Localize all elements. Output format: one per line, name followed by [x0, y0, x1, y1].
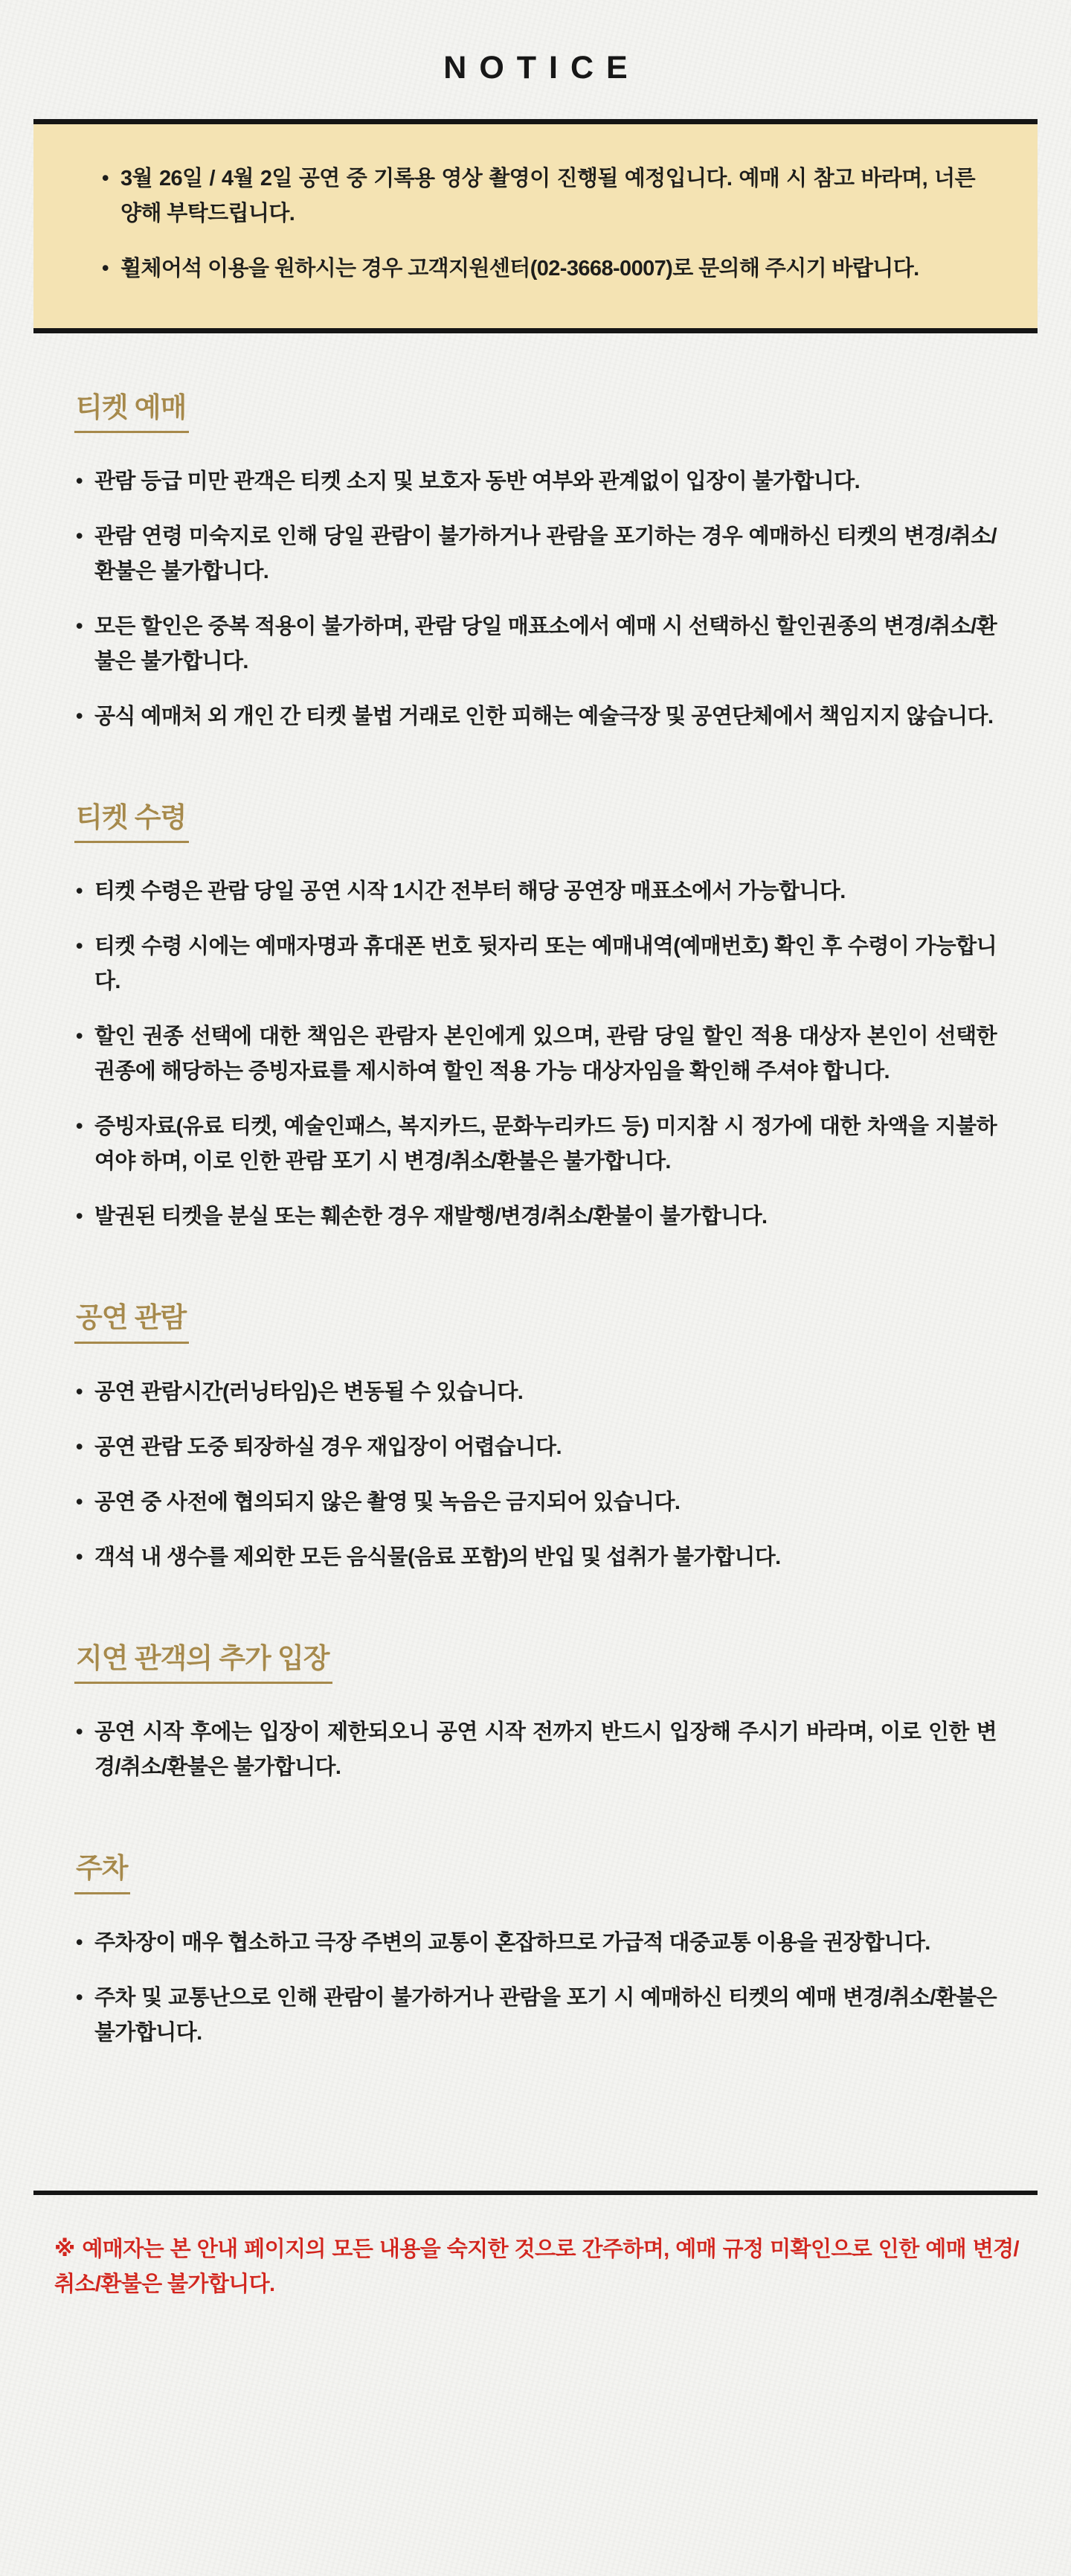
- highlight-notice-box: [33, 119, 1038, 333]
- footer-warning-note: ※ 예매자는 본 안내 페이지의 모든 내용을 숙지한 것으로 간주하며, 예매 규정 미확인으로 인한 예매 변경/취소/환불은 불가합니다.: [54, 2237, 1019, 2296]
- footer-divider: [33, 2191, 1038, 2195]
- list-item: • 티켓 수령 시에는 예매자명과 휴대폰 번호 뒷자리 또는 예매내역(예매번호) 확인 후 수령이 가능합니다.: [74, 929, 997, 999]
- section-ticket-pickup: [74, 801, 997, 1234]
- section-parking: [74, 1852, 997, 2050]
- list-item: • 공식 예매처 외 개인 간 티켓 불법 거래로 인한 피해는 예술극장 및 공연단체에서 책임지지 않습니다.: [74, 699, 997, 734]
- list-item: • 주차장이 매우 협소하고 극장 주변의 교통이 혼잡하므로 가급적 대중교통 이용을 권장합니다.: [74, 1926, 997, 1961]
- section-ticket-booking: [74, 391, 997, 734]
- list-item: • 객석 내 생수를 제외한 모든 음식물(음료 포함)의 반입 및 섭취가 불가합니다.: [74, 1540, 997, 1575]
- list-item: • 휠체어석 이용을 원하시는 경우 고객지원센터(02-3668-0007)로 문의해 주시기 바랍니다.: [100, 251, 975, 286]
- list-item: • 3월 26일 / 4월 2일 공연 중 기록용 영상 촬영이 진행될 예정입니다. 예매 시 참고 바라며, 너른 양해 부탁드립니다.: [100, 161, 975, 231]
- section-title: 지연 관객의 추가 입장: [74, 1642, 332, 1684]
- list-item: • 모든 할인은 중복 적용이 불가하며, 관람 당일 매표소에서 예매 시 선택하신 할인권종의 변경/취소/환불은 불가합니다.: [74, 609, 997, 679]
- highlight-notice-list: [100, 161, 975, 286]
- list-item: • 증빙자료(유료 티켓, 예술인패스, 복지카드, 문화누리카드 등) 미지참 시 정가에 대한 차액을 지불하여야 하며, 이로 인한 관람 포기 시 변경/취소/환불은 불가합니다.: [74, 1109, 997, 1179]
- list-item: • 공연 관람 도중 퇴장하실 경우 재입장이 어렵습니다.: [74, 1430, 997, 1465]
- section-title: 티켓 예매: [74, 391, 189, 433]
- section-bullet-list: [74, 1715, 997, 1785]
- list-item: • 공연 중 사전에 협의되지 않은 촬영 및 녹음은 금지되어 있습니다.: [74, 1485, 997, 1520]
- page-title: NOTICE: [443, 50, 640, 86]
- list-item: • 관람 등급 미만 관객은 티켓 소지 및 보호자 동반 여부와 관계없이 입장이 불가합니다.: [74, 464, 997, 499]
- section-title: 티켓 수령: [74, 801, 189, 843]
- section-bullet-list: [74, 1375, 997, 1575]
- section-bullet-list: [74, 874, 997, 1234]
- list-item: • 관람 연령 미숙지로 인해 당일 관람이 불가하거나 관람을 포기하는 경우 예매하신 티켓의 변경/취소/환불은 불가합니다.: [74, 519, 997, 589]
- list-item: • 티켓 수령은 관람 당일 공연 시작 1시간 전부터 해당 공연장 매표소에서 가능합니다.: [74, 874, 997, 909]
- section-title: 공연 관람: [74, 1301, 189, 1343]
- list-item: • 공연 관람시간(러닝타임)은 변동될 수 있습니다.: [74, 1375, 997, 1410]
- section-title: 주차: [74, 1852, 130, 1894]
- section-late-entry: [74, 1642, 997, 1785]
- list-item: • 발권된 티켓을 분실 또는 훼손한 경우 재발행/변경/취소/환불이 불가합니다.: [74, 1199, 997, 1234]
- list-item: • 할인 권종 선택에 대한 책임은 관람자 본인에게 있으며, 관람 당일 할인 적용 대상자 본인이 선택한 권종에 해당하는 증빙자료를 제시하여 할인 적용 가능 대상자임을 확인해 주셔야 합니다.: [74, 1019, 997, 1089]
- section-bullet-list: [74, 1926, 997, 2051]
- section-bullet-list: [74, 464, 997, 734]
- section-performance-viewing: [74, 1301, 997, 1574]
- list-item: • 공연 시작 후에는 입장이 제한되오니 공연 시작 전까지 반드시 입장해 주시기 바라며, 이로 인한 변경/취소/환불은 불가합니다.: [74, 1715, 997, 1785]
- list-item: • 주차 및 교통난으로 인해 관람이 불가하거나 관람을 포기 시 예매하신 티켓의 예매 변경/취소/환불은 불가합니다.: [74, 1981, 997, 2051]
- notice-content: [74, 391, 997, 2051]
